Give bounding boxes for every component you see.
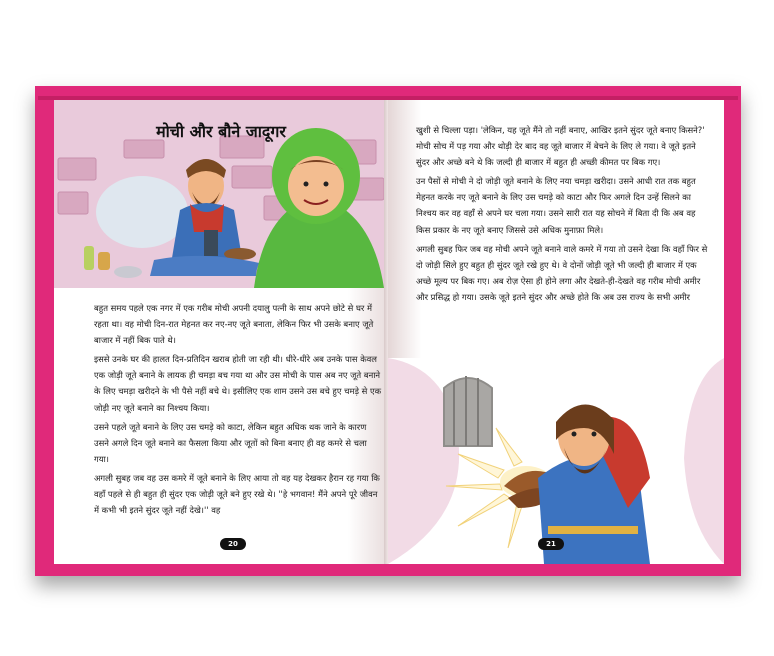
right-page-text: [416, 122, 708, 308]
paragraph: बहुत समय पहले एक नगर में एक गरीब मोची अपनी दयालु पत्नी के साथ अपने छोटे से घर में रहता था। वह मोची दिन-रात मेहनत कर नए-नए जूते बनाता, लेकिन फिर भी उसके बनाए जूते बाजार में नहीं बिक पाते थे।: [94, 303, 374, 346]
left-page: [54, 100, 388, 564]
page-number: 21: [538, 538, 564, 550]
paragraph: उसने पहले जूते बनाने के लिए उस चमड़े को काटा, लेकिन बहुत अधिक थक जाने के कारण उसने अगले दिन जूते बनाने का फैसला किया और जूतों को बिना बनाए ही वह कमरे से चला गया।: [94, 421, 367, 464]
paragraph: उन पैसों से मोची ने दो जोड़ी जूते बनाने के लिए नया चमड़ा खरीदा। उसने आधी रात तक बहुत मेहनत करके नए जूते बनाने के लिए उस चमड़े को काटा और फिर अगले दिन उन्हें सिलने का निश्चय कर वह वहाँ से अपने घर चला गया। उसने सारी रात यह सोचने में बिता दी कि अब वह किस प्रकार के नए जूते बनाए जिससे उसे अधिक मुनाफ़ा मिले।: [416, 176, 696, 235]
paragraph: अगली सुबह जब वह उस कमरे में जूते बनाने के लिए आया तो वह यह देखकर हैरान रह गया कि वहाँ पहले से ही बहुत ही सुंदर एक जोड़ी जूते बने हुए रखे थे। ''हे भगवान! मैंने अपने पूरे जीवन में कभी भी इतने सुंदर जूते नहीं देखे।'' वह: [94, 472, 380, 516]
story-title: मोची और बौने जादूगर: [156, 122, 286, 141]
paragraph: खुशी से चिल्ला पड़ा। 'लेकिन, यह जूते मैंने तो नहीं बनाए, आखिर इतने सुंदर जूते बनाए किसने?' मोची सोच में पड़ गया और थोड़ी देर बाद वह जूते बाजार में बेचने के लिए ले गया। वे जूते इतने सुंदर और अच्छे बने थे कि जल्दी ही बाजार में बहुत ही अच्छी कीमत पर बिक गए।: [416, 125, 705, 168]
paragraph: अगली सुबह फिर जब वह मोची अपने जूते बनाने वाले कमरे में गया तो उसने देखा कि वहाँ फिर से दो जोड़ी सिले हुए बहुत ही सुंदर जूते रखे हुए थे। वे दोनों जोड़ी जूते भी जल्दी ही बाजार में एक अच्छे मूल्य पर बिक गए। अब रोज़ ऐसा ही होने लगा और देखते-ही-देखते वह गरीब मोची अमीर और प्रसिद्ध हो गया। उसके जूते इतने सुंदर और अच्छे होते कि अब उस राज्य के सभी अमीर: [416, 243, 708, 302]
shoemaker-with-magic-shoes-illustration: [388, 358, 724, 564]
page-number: 20: [220, 538, 246, 550]
right-page: [388, 100, 724, 564]
left-page-text: [94, 300, 382, 521]
paragraph: इससे उनके घर की हालत दिन-प्रतिदिन खराब होती जा रही थी। धीरे-धीरे अब उनके पास केवल एक जोड़ी जूते बनाने के लायक ही चमड़ा बच गया था और उस मोची के पास अब नए जूते बनाने के लिए चमड़ा खरीदने के भी पैसे नहीं बचे थे। इसीलिए एक शाम उसने उस बचे हुए चमड़े से एक जोड़ी नए जूते बनाने का निश्चय किया।: [94, 354, 382, 413]
